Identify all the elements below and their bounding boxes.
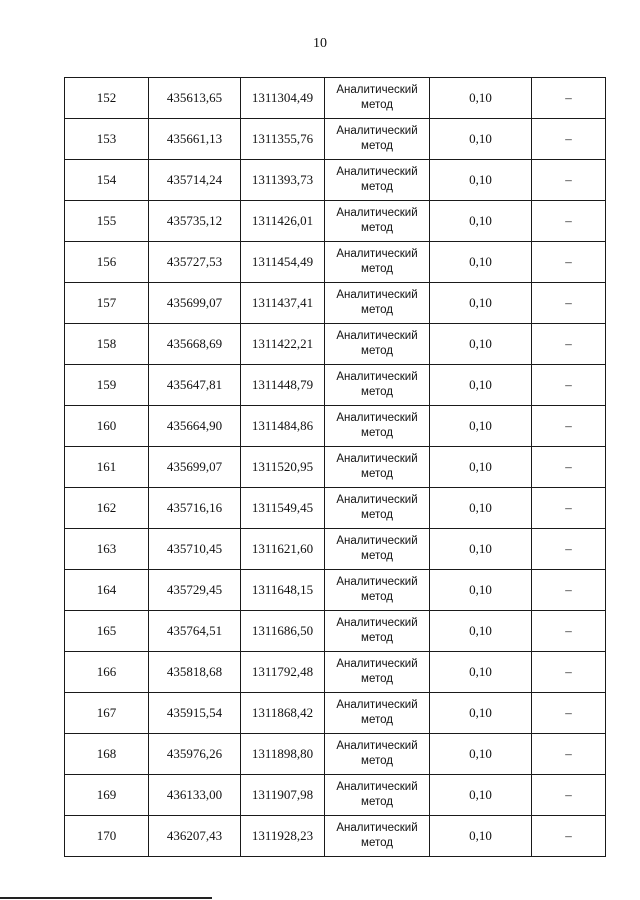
table-row <box>65 78 606 119</box>
x-coordinate-cell: 435818,68 <box>149 652 241 693</box>
x-coordinate-cell: 436207,43 <box>149 816 241 857</box>
x-coordinate-cell: 435664,90 <box>149 406 241 447</box>
accuracy-cell: 0,10 <box>430 365 532 406</box>
accuracy-cell: 0,10 <box>430 78 532 119</box>
method-line-1: Аналитический <box>336 740 418 752</box>
y-coordinate-cell: 1311621,60 <box>241 529 325 570</box>
table-row <box>65 570 606 611</box>
method-line-2: метод <box>361 304 393 316</box>
accuracy-cell: 0,10 <box>430 734 532 775</box>
point-number-cell: 153 <box>65 119 149 160</box>
accuracy-cell: 0,10 <box>430 611 532 652</box>
method-cell <box>325 201 430 242</box>
table-row <box>65 365 606 406</box>
point-number-cell: 170 <box>65 816 149 857</box>
note-cell: – <box>532 734 606 775</box>
method-line-1: Аналитический <box>336 453 418 465</box>
table-row <box>65 160 606 201</box>
page-number: 10 <box>313 36 327 51</box>
method-cell <box>325 529 430 570</box>
point-number-cell: 160 <box>65 406 149 447</box>
x-coordinate-cell: 435727,53 <box>149 242 241 283</box>
method-line-2: метод <box>361 345 393 357</box>
table-row <box>65 529 606 570</box>
table-row <box>65 652 606 693</box>
table-row <box>65 734 606 775</box>
point-number-cell: 157 <box>65 283 149 324</box>
method-cell <box>325 816 430 857</box>
method-line-2: метод <box>361 632 393 644</box>
point-number-cell: 158 <box>65 324 149 365</box>
method-cell <box>325 242 430 283</box>
accuracy-cell: 0,10 <box>430 283 532 324</box>
point-number-cell: 163 <box>65 529 149 570</box>
y-coordinate-cell: 1311484,86 <box>241 406 325 447</box>
method-cell <box>325 283 430 324</box>
x-coordinate-cell: 435735,12 <box>149 201 241 242</box>
method-line-2: метод <box>361 509 393 521</box>
y-coordinate-cell: 1311928,23 <box>241 816 325 857</box>
method-cell <box>325 406 430 447</box>
point-number-cell: 152 <box>65 78 149 119</box>
method-line-2: метод <box>361 714 393 726</box>
note-cell: – <box>532 611 606 652</box>
y-coordinate-cell: 1311686,50 <box>241 611 325 652</box>
method-cell <box>325 488 430 529</box>
method-line-1: Аналитический <box>336 330 418 342</box>
table-row <box>65 693 606 734</box>
table-row <box>65 488 606 529</box>
method-cell <box>325 775 430 816</box>
method-line-2: метод <box>361 796 393 808</box>
accuracy-cell: 0,10 <box>430 242 532 283</box>
x-coordinate-cell: 435710,45 <box>149 529 241 570</box>
x-coordinate-cell: 435714,24 <box>149 160 241 201</box>
point-number-cell: 155 <box>65 201 149 242</box>
note-cell: – <box>532 78 606 119</box>
table-row <box>65 447 606 488</box>
method-line-1: Аналитический <box>336 699 418 711</box>
table-row <box>65 242 606 283</box>
note-cell: – <box>532 365 606 406</box>
method-line-1: Аналитический <box>336 207 418 219</box>
method-line-1: Аналитический <box>336 166 418 178</box>
x-coordinate-cell: 435668,69 <box>149 324 241 365</box>
method-line-2: метод <box>361 591 393 603</box>
method-line-1: Аналитический <box>336 494 418 506</box>
point-number-cell: 169 <box>65 775 149 816</box>
note-cell: – <box>532 652 606 693</box>
y-coordinate-cell: 1311549,45 <box>241 488 325 529</box>
method-line-2: метод <box>361 99 393 111</box>
method-line-2: метод <box>361 755 393 767</box>
note-cell: – <box>532 324 606 365</box>
method-line-2: метод <box>361 427 393 439</box>
method-line-1: Аналитический <box>336 617 418 629</box>
note-cell: – <box>532 693 606 734</box>
y-coordinate-cell: 1311448,79 <box>241 365 325 406</box>
y-coordinate-cell: 1311393,73 <box>241 160 325 201</box>
x-coordinate-cell: 435729,45 <box>149 570 241 611</box>
method-cell <box>325 160 430 201</box>
method-cell <box>325 611 430 652</box>
accuracy-cell: 0,10 <box>430 570 532 611</box>
table-row <box>65 119 606 160</box>
method-line-2: метод <box>361 181 393 193</box>
method-line-1: Аналитический <box>336 535 418 547</box>
point-number-cell: 167 <box>65 693 149 734</box>
note-cell: – <box>532 160 606 201</box>
method-cell <box>325 365 430 406</box>
note-cell: – <box>532 283 606 324</box>
method-cell <box>325 652 430 693</box>
accuracy-cell: 0,10 <box>430 201 532 242</box>
point-number-cell: 159 <box>65 365 149 406</box>
accuracy-cell: 0,10 <box>430 652 532 693</box>
y-coordinate-cell: 1311355,76 <box>241 119 325 160</box>
point-number-cell: 168 <box>65 734 149 775</box>
note-cell: – <box>532 816 606 857</box>
coordinates-table-body <box>65 78 606 857</box>
point-number-cell: 154 <box>65 160 149 201</box>
x-coordinate-cell: 435699,07 <box>149 447 241 488</box>
x-coordinate-cell: 435716,16 <box>149 488 241 529</box>
bottom-rule <box>0 897 212 899</box>
y-coordinate-cell: 1311898,80 <box>241 734 325 775</box>
table-row <box>65 324 606 365</box>
method-line-2: метод <box>361 673 393 685</box>
method-line-1: Аналитический <box>336 125 418 137</box>
method-line-1: Аналитический <box>336 658 418 670</box>
note-cell: – <box>532 242 606 283</box>
method-line-1: Аналитический <box>336 576 418 588</box>
accuracy-cell: 0,10 <box>430 447 532 488</box>
accuracy-cell: 0,10 <box>430 406 532 447</box>
accuracy-cell: 0,10 <box>430 529 532 570</box>
table-row <box>65 775 606 816</box>
note-cell: – <box>532 488 606 529</box>
method-line-1: Аналитический <box>336 412 418 424</box>
accuracy-cell: 0,10 <box>430 816 532 857</box>
method-cell <box>325 119 430 160</box>
method-line-1: Аналитический <box>336 371 418 383</box>
note-cell: – <box>532 529 606 570</box>
method-cell <box>325 447 430 488</box>
method-line-2: метод <box>361 837 393 849</box>
method-cell <box>325 570 430 611</box>
y-coordinate-cell: 1311437,41 <box>241 283 325 324</box>
method-line-2: метод <box>361 386 393 398</box>
y-coordinate-cell: 1311648,15 <box>241 570 325 611</box>
note-cell: – <box>532 119 606 160</box>
accuracy-cell: 0,10 <box>430 693 532 734</box>
y-coordinate-cell: 1311454,49 <box>241 242 325 283</box>
x-coordinate-cell: 435647,81 <box>149 365 241 406</box>
y-coordinate-cell: 1311868,42 <box>241 693 325 734</box>
x-coordinate-cell: 435976,26 <box>149 734 241 775</box>
point-number-cell: 156 <box>65 242 149 283</box>
point-number-cell: 162 <box>65 488 149 529</box>
note-cell: – <box>532 775 606 816</box>
y-coordinate-cell: 1311907,98 <box>241 775 325 816</box>
note-cell: – <box>532 447 606 488</box>
method-line-1: Аналитический <box>336 822 418 834</box>
table-row <box>65 201 606 242</box>
point-number-cell: 165 <box>65 611 149 652</box>
table-row <box>65 611 606 652</box>
y-coordinate-cell: 1311304,49 <box>241 78 325 119</box>
point-number-cell: 161 <box>65 447 149 488</box>
y-coordinate-cell: 1311426,01 <box>241 201 325 242</box>
method-cell <box>325 693 430 734</box>
coordinates-table <box>64 77 606 857</box>
method-line-1: Аналитический <box>336 781 418 793</box>
y-coordinate-cell: 1311422,21 <box>241 324 325 365</box>
accuracy-cell: 0,10 <box>430 775 532 816</box>
method-cell <box>325 734 430 775</box>
method-line-2: метод <box>361 468 393 480</box>
method-line-2: метод <box>361 263 393 275</box>
point-number-cell: 166 <box>65 652 149 693</box>
x-coordinate-cell: 436133,00 <box>149 775 241 816</box>
accuracy-cell: 0,10 <box>430 324 532 365</box>
note-cell: – <box>532 406 606 447</box>
x-coordinate-cell: 435764,51 <box>149 611 241 652</box>
point-number-cell: 164 <box>65 570 149 611</box>
method-line-2: метод <box>361 222 393 234</box>
method-line-1: Аналитический <box>336 248 418 260</box>
method-line-2: метод <box>361 550 393 562</box>
x-coordinate-cell: 435699,07 <box>149 283 241 324</box>
x-coordinate-cell: 435661,13 <box>149 119 241 160</box>
y-coordinate-cell: 1311520,95 <box>241 447 325 488</box>
table-row <box>65 283 606 324</box>
accuracy-cell: 0,10 <box>430 119 532 160</box>
method-line-1: Аналитический <box>336 289 418 301</box>
method-cell <box>325 324 430 365</box>
x-coordinate-cell: 435613,65 <box>149 78 241 119</box>
x-coordinate-cell: 435915,54 <box>149 693 241 734</box>
accuracy-cell: 0,10 <box>430 160 532 201</box>
y-coordinate-cell: 1311792,48 <box>241 652 325 693</box>
note-cell: – <box>532 570 606 611</box>
method-cell <box>325 78 430 119</box>
table-row <box>65 816 606 857</box>
table-row <box>65 406 606 447</box>
note-cell: – <box>532 201 606 242</box>
method-line-2: метод <box>361 140 393 152</box>
accuracy-cell: 0,10 <box>430 488 532 529</box>
method-line-1: Аналитический <box>336 84 418 96</box>
